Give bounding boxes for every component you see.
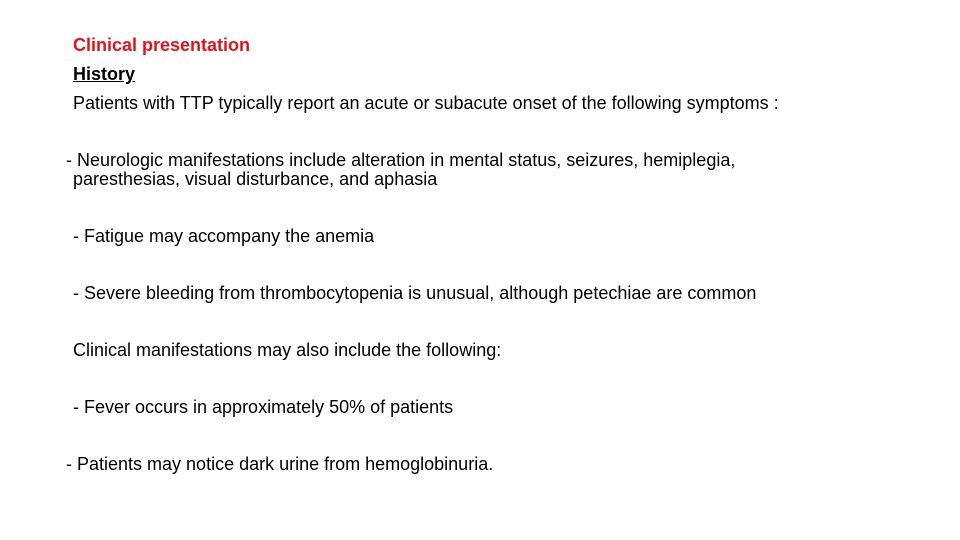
bullet-fatigue: - Fatigue may accompany the anemia (73, 226, 375, 246)
bullet-neurologic-line-2: paresthesias, visual disturbance, and aphasia (73, 169, 438, 189)
slide-heading: Clinical presentation (73, 35, 251, 55)
bullet-neurologic-line-1: - Neurologic manifestations include alteration in mental status, seizures, hemiplegia, (66, 150, 736, 170)
slide-subheading: History (73, 64, 136, 84)
also-intro-text: Clinical manifestations may also include the following: (73, 340, 502, 360)
bullet-dark-urine: - Patients may notice dark urine from hemoglobinuria. (66, 454, 494, 474)
intro-text: Patients with TTP typically report an acute or subacute onset of the following symptoms : (73, 93, 779, 113)
bullet-fever: - Fever occurs in approximately 50% of patients (73, 397, 454, 417)
bullet-bleeding: - Severe bleeding from thrombocytopenia is unusual, although petechiae are common (73, 283, 757, 303)
